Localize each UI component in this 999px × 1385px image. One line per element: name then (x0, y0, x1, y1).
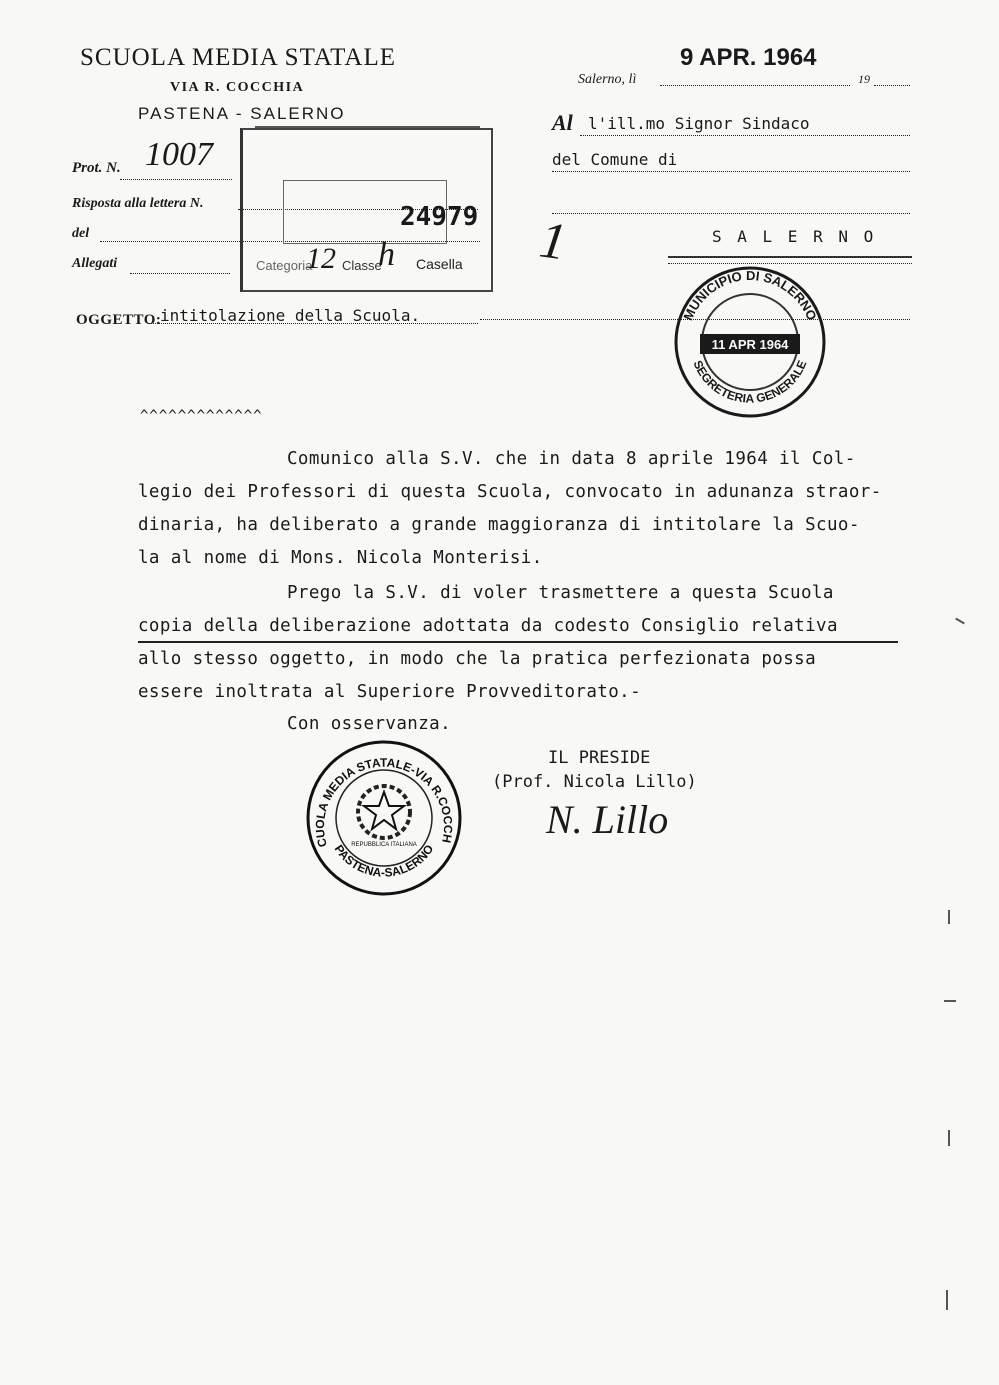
registry-number: 24979 (400, 202, 479, 232)
casella-label: Casella (416, 256, 463, 272)
reply-label: Risposta alla lettera N. (72, 196, 204, 211)
categoria-value: 12 (306, 242, 336, 275)
school-city: PASTENA - SALERNO (138, 104, 346, 123)
school-seal-outer-text: CUOLA MEDIA STATALE-VIA R.COCCH (312, 755, 456, 849)
body-line-5: Prego la S.V. di voler trasmettere a questa Scuola (287, 583, 834, 603)
body-line-3: dinaria, ha deliberato a grande maggioranza di intitolare la Scuo- (138, 515, 860, 535)
body-line-1: Comunico alla S.V. che in data 8 aprile 1964 il Col- (287, 449, 856, 469)
stamped-date: 9 APR. 1964 (680, 44, 817, 71)
protocol-label: Prot. N. (72, 160, 121, 176)
classe-label: Classe (342, 258, 382, 273)
subject-label: OGGETTO: (76, 312, 162, 328)
recipient-line1: l'ill.mo Signor Sindaco (588, 114, 810, 133)
place-label: Salerno, lì (578, 72, 637, 87)
body-line-4: la al nome di Mons. Nicola Monterisi. (138, 548, 543, 568)
date-field-label: del (72, 226, 90, 241)
margin-mark: 1 (536, 211, 570, 272)
body-line-2: legio dei Professori di questa Scuola, convocato in adunanza straor- (138, 482, 882, 502)
school-street: VIA R. COCCHIA (170, 80, 305, 95)
body-separator: ^^^^^^^^^^^^^ (140, 408, 263, 424)
protocol-number: 1007 (145, 136, 213, 173)
school-seal-bottom-text: PASTENA-SALERNO (331, 842, 437, 880)
municipal-stamp-bottom-text: SEGRETERIA GENERALE (690, 358, 810, 406)
municipal-stamp-date: 11 APR 1964 (711, 337, 789, 352)
municipal-stamp-top-text: MUNICIPIO DI SALERNO (680, 267, 820, 323)
signature-title: IL PRESIDE (548, 748, 651, 768)
handwritten-signature: N. Lillo (546, 797, 669, 842)
attachments-label: Allegati (72, 256, 118, 271)
year-label: 19 (858, 72, 870, 86)
body-line-8: essere inoltrata al Superiore Provveditorato.- (138, 682, 642, 702)
school-seal-inner-text: REPUBBLICA ITALIANA (351, 842, 417, 848)
recipient-prefix: Al (552, 110, 573, 135)
categoria-label: Categoria (256, 258, 313, 273)
body-closing: Con osservanza. (287, 714, 452, 734)
municipal-stamp (670, 262, 830, 422)
recipient-line2: del Comune di (552, 150, 678, 169)
body-line-7: allo stesso oggetto, in modo che la pratica perfezionata possa (138, 649, 817, 669)
subject-text: intitolazione della Scuola. (160, 306, 421, 325)
signature-name: (Prof. Nicola Lillo) (492, 772, 697, 792)
school-name: SCUOLA MEDIA STATALE (80, 44, 397, 71)
body-line-6: copia della deliberazione adottata da codesto Consiglio relativa (138, 616, 838, 636)
school-seal (304, 738, 464, 898)
classe-value: h (378, 236, 395, 273)
recipient-city: S A L E R N O (712, 227, 877, 246)
